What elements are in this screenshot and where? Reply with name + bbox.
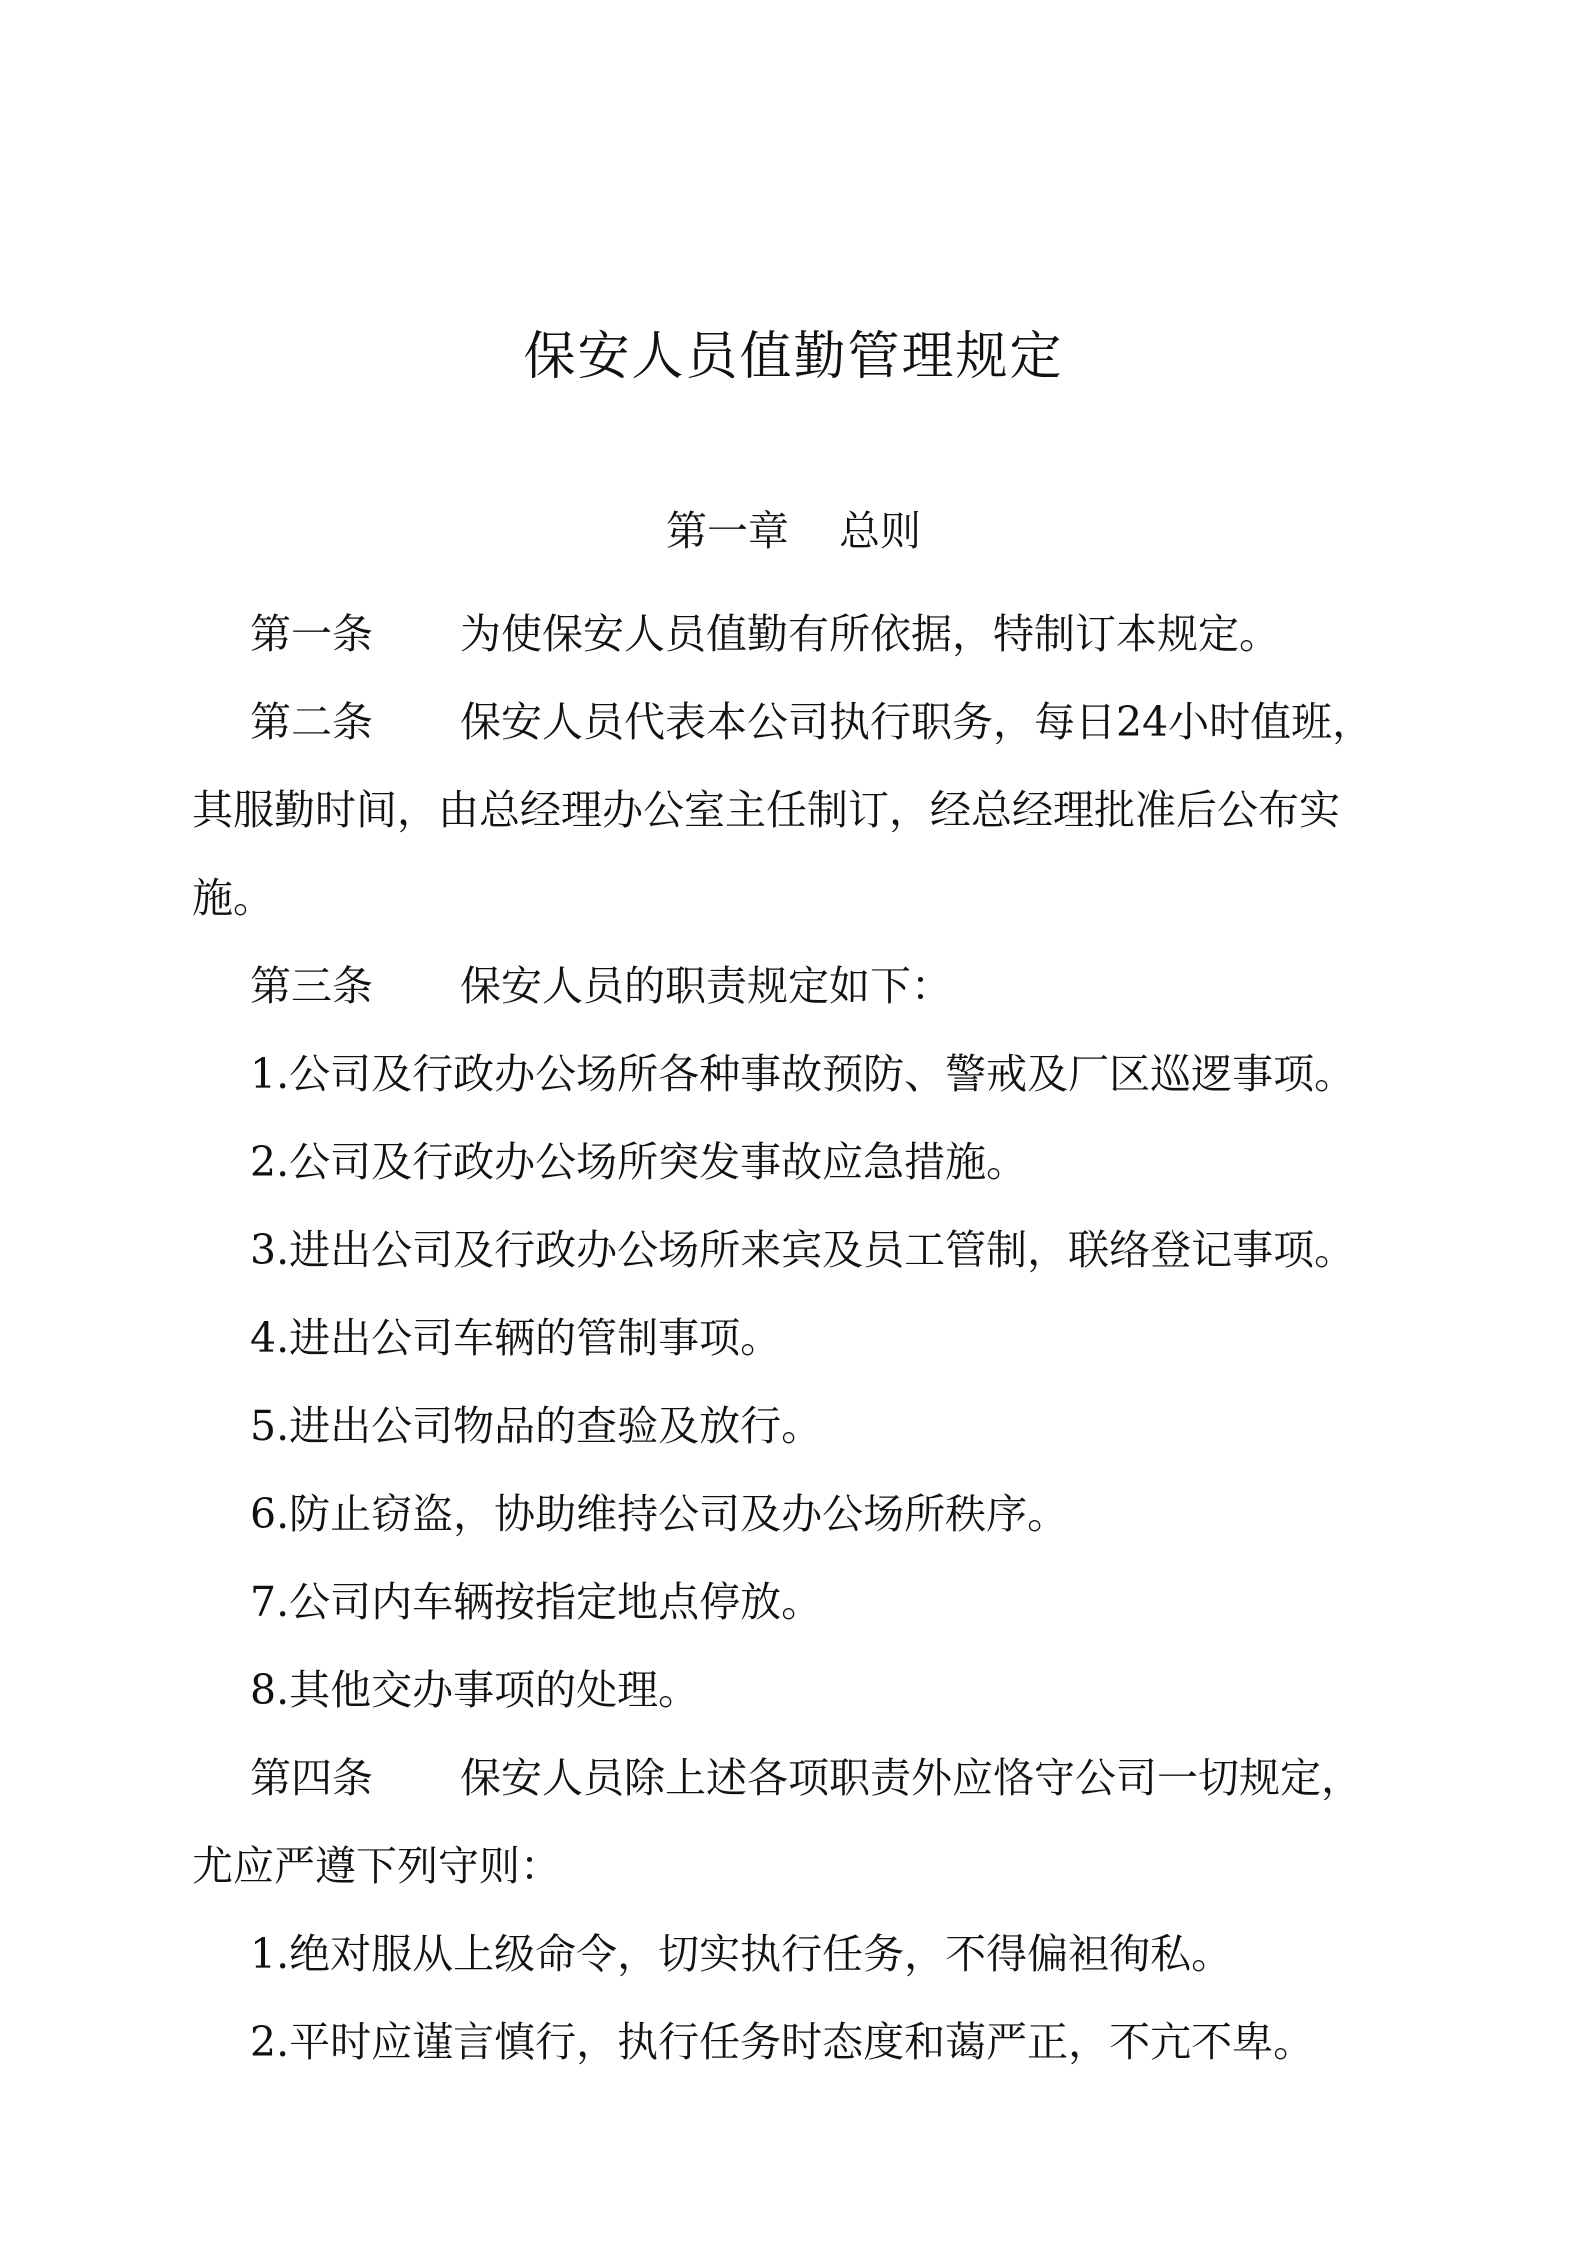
article-paragraph <box>192 678 1402 942</box>
document-title: 保安人员值勤管理规定 <box>523 327 1064 387</box>
article-label: 第三条 <box>250 962 373 1010</box>
article-text: 保安人员代表本公司执行职务，每日24小时值班，其服勤时间，由总经理办公室主任制订，经总经理批准后公布实施。 <box>192 698 1374 922</box>
list-item: 2.平时应谨言慎行，执行任务时态度和蔼严正，不亢不卑。 <box>250 2018 1315 2066</box>
article-text: 为使保安人员值勤有所依据，特制订本规定。 <box>460 610 1280 658</box>
article-text: 保安人员除上述各项职责外应恪守公司一切规定，尤应严遵下列守则： <box>192 1754 1362 1890</box>
article-paragraph <box>192 1734 1402 1910</box>
chapter-name: 总则 <box>839 507 921 555</box>
list-item: 1.公司及行政办公场所各种事故预防、警戒及厂区巡逻事项。 <box>250 1050 1356 1098</box>
article-paragraph <box>192 942 1402 1030</box>
list-item: 5.进出公司物品的查验及放行。 <box>250 1402 823 1450</box>
list-item: 1.绝对服从上级命令，切实执行任务，不得偏袒徇私。 <box>250 1930 1233 1978</box>
article-label: 第二条 <box>250 698 373 746</box>
document-body <box>192 590 1402 2086</box>
article-text: 保安人员的职责规定如下： <box>460 962 952 1010</box>
list-item: 4.进出公司车辆的管制事项。 <box>250 1314 782 1362</box>
list-item: 7.公司内车辆按指定地点停放。 <box>250 1578 823 1626</box>
article-paragraph <box>192 590 1402 678</box>
article-label: 第四条 <box>250 1754 373 1802</box>
chapter-heading <box>0 502 1587 560</box>
list-item: 2.公司及行政办公场所突发事故应急措施。 <box>250 1138 1028 1186</box>
list-item: 6.防止窃盗，协助维持公司及办公场所秩序。 <box>250 1490 1069 1538</box>
list-item: 3.进出公司及行政办公场所来宾及员工管制，联络登记事项。 <box>250 1226 1356 1274</box>
article-label: 第一条 <box>250 610 373 658</box>
chapter-number: 第一章 <box>666 507 789 555</box>
list-item: 8.其他交办事项的处理。 <box>250 1666 700 1714</box>
